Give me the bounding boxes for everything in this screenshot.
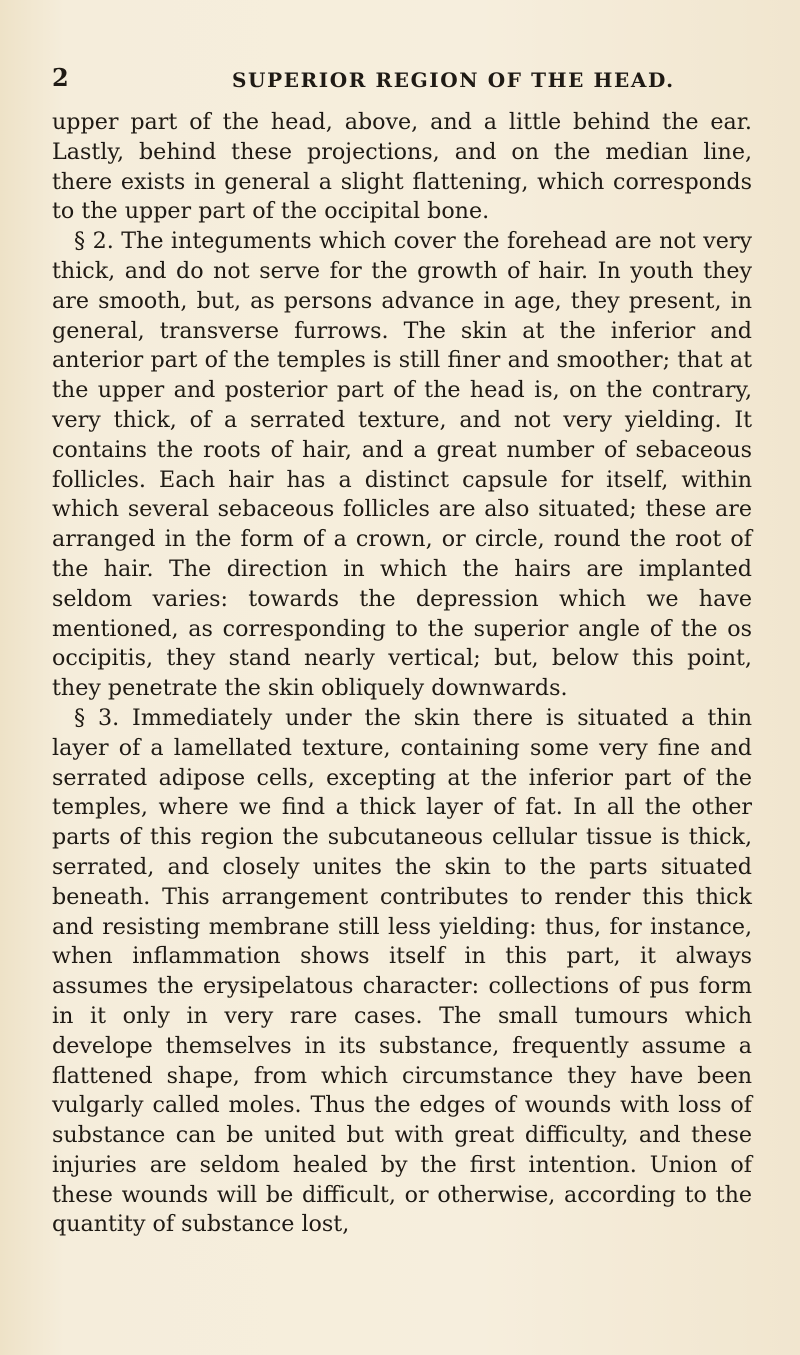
paragraph-continuation: upper part of the head, above, and a little behind the ear. Lastly, behind these projections, and on the median line, there exists in general a slight flattening, which corresponds to the upper part of the occipital bone. xyxy=(52,109,752,225)
body-text xyxy=(52,108,752,1240)
paragraph-section-2: § 2. The integuments which cover the forehead are not very thick, and do not serve for the growth of hair. In youth they are smooth, but, as persons advance in age, they present, in general, transverse furrows. The skin at the inferior and anterior part of the temples is still finer and smoother; that at the upper and posterior part of the head is, on the contrary, very thick, of a serrated texture, and not very yielding. It contains the roots of hair, and a great number of sebaceous follicles. Each hair has a distinct capsule for itself, within which several sebaceous follicles are also situated; these are arranged in the form of a crown, or circle, round the root of the hair. The direction in which the hairs are implanted seldom varies: towards the depression which we have mentioned, as corresponding to the superior angle of the os occipitis, they stand nearly vertical; but, below this point, they penetrate the skin obliquely downwards. xyxy=(52,228,752,702)
paragraph-section-3: § 3. Immediately under the skin there is situated a thin layer of a lamellated texture, containing some very fine and serrated adipose cells, excepting at the inferior part of the temples, where we find a thick layer of fat. In all the other parts of this region the subcutaneous cellular tissue is thick, serrated, and closely unites the skin to the parts situated beneath. This arrangement contributes to render this thick and resisting membrane still less yielding: thus, for instance, when inflammation shows itself in this part, it always assumes the erysipelatous character: collections of pus form in it only in very rare cases. The small tumours which develope themselves in its substance, frequently assume a flattened shape, from which circumstance they have been vulgarly called moles. Thus the edges of wounds with loss of substance can be united but with great difficulty, and these injuries are seldom healed by the first intention. Union of these wounds will be difficult, or otherwise, according to the quantity of substance lost, xyxy=(52,704,752,1238)
page-number: 2 xyxy=(52,63,69,92)
running-head: SUPERIOR REGION OF THE HEAD. xyxy=(232,68,675,92)
page-header xyxy=(52,62,752,102)
